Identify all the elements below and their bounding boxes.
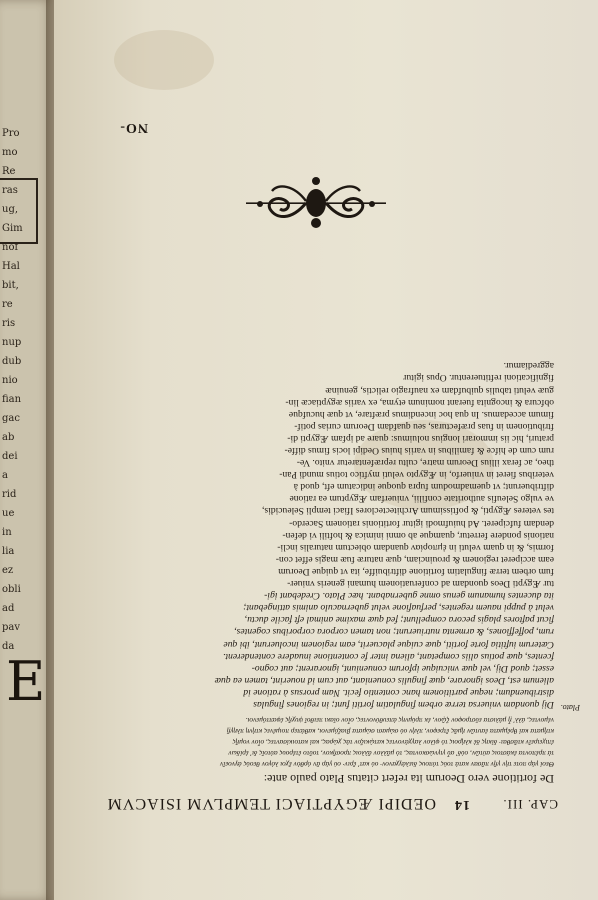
left-page-fragment: E xyxy=(6,650,46,713)
left-page-fragment: ab xyxy=(2,432,15,443)
lead-line: De fortitione vero Deorum ita refert citatus Plato paulo ante: xyxy=(263,772,554,786)
left-page-fragment: dub xyxy=(2,356,22,367)
body-line: distribuendum; neque partitionem hanc contentio fecit. Nam prorsus à ratione id xyxy=(243,686,554,698)
left-page-fragment: fian xyxy=(2,394,22,405)
body-line: ficut paftores plagis pecora compellunt; fed quæ maxime animal eft facile ductu, xyxy=(244,614,554,626)
body-line: guæ veluti tabulis quibufdam ex naufragio relictis, genuinæ xyxy=(325,384,554,396)
body-line: fimum accedamus. In qua hoc incendimus præftare, vt quæ hucufque xyxy=(288,408,554,420)
left-page-fragment: lia xyxy=(2,546,15,557)
left-page-fragment: ras xyxy=(2,185,18,196)
ornament-center xyxy=(306,189,326,217)
body-line: diftribuerunt; vt quemadmodum fupra quoque indicatum eft, quod à xyxy=(293,481,554,493)
body-line: praturi, hic iis immorari longius noluimus: quare ad ipfam Ægypti di- xyxy=(287,432,554,444)
left-page-fragment: ez xyxy=(2,565,14,576)
greek-gloss-line: Θεοὶ γάρ ποτε τὴν γῆν πᾶσαν κατὰ τοὺς τόπους διελάγχανον· οὐ κατ' ἔριν· οὐ γὰρ ἂν ὀρθὸν ἔχοι λόγον θεοὺς ἀγνοεῖν xyxy=(219,760,554,769)
body-line: ita ducentes humanum genus omne gubernabant. hæc Plato. Credebant igi- xyxy=(264,590,554,602)
body-line: esset; quod Dij, vel quæ vnicuique ipforum conueniunt, ignorarent; aut cogno- xyxy=(251,662,554,674)
greek-gloss-line: νέμοντες, ἀλλ' ᾗ μάλιστα εὔστροφον ζῷον, ἐκ πρύμνης ἀπευθύνοντες, οἷον οἴακι πειθοῖ ψυχῆς ἐφαπτόμενοι. xyxy=(245,716,554,725)
left-page-fragment: ug, xyxy=(2,204,19,215)
body-line: rum, poffeffiones, & armenta nutriuerunt; non tamen corpora corporibus cogentes, xyxy=(234,626,554,638)
body-line: formis, & in quam veluti in ἐμπορίαν quandam obiectum naturalis incli- xyxy=(277,541,554,553)
body-line: nationis pondere ferretur, quamque ab omni inimica & hoftili vi defen- xyxy=(282,529,554,541)
left-page-fragment: mo xyxy=(2,147,18,158)
greek-quotation xyxy=(104,715,554,770)
body-line: fum orbem terræ fingulatim fortitione diftribuiffe, ita vt quique Deorum xyxy=(278,565,554,577)
body-line: ftributionem in fuas præfecturas, seu quafdam Deorum curias potif- xyxy=(294,420,554,432)
body-line: Dij quondam vniuersa terræ orbem fingulatim fortiti funt; in regiones fingulas xyxy=(253,699,554,710)
body-line: alienum est, Deos ignorare, quæ fingulis conueniant, aut cum id nouerint, tamen ea quæ xyxy=(214,674,554,686)
left-page-fragment: Re xyxy=(2,166,16,177)
catchword: NO- xyxy=(119,120,148,135)
left-page-fragment: Hal xyxy=(2,261,20,272)
left-page-fragment: nio xyxy=(2,375,18,386)
document-page xyxy=(54,0,598,900)
greek-gloss-line: τὰ πρέποντα ἑκάστοις αὐτῶν, οὐδ' αὖ γιγνώσκοντας, τὸ μᾶλλον ἄλλοις προσῆκον, τοῦτο ἑτέρους αὐτοῖς δι' ἐρίδων xyxy=(228,749,554,758)
left-page-fragment: ue xyxy=(2,508,15,519)
left-page-fragment: gac xyxy=(2,413,20,424)
body-line: fcentes, quæ potius aliis competant, aliena inter fe contentione inuadere contenderent. xyxy=(222,650,554,662)
left-page-fragment: pav xyxy=(2,622,21,633)
body-line: Cæterum iuftitia forte fortiti, quæ cuique placuerit, eam regionem incoluerunt, ibi que xyxy=(223,638,554,650)
body-line: theo, ac ferax illius Deorum matre, cultu repræfentaretur vnito. Ve- xyxy=(296,457,554,469)
body-line: ve vulgo Seleufis authoritate confilii, vniuerfam Ægyptum ea ratione xyxy=(289,493,554,505)
body-line: tur Ægypti Deos quondam ad conferuationem humani generis vniuer- xyxy=(287,578,554,590)
greek-gloss-line: κτήματα καὶ θρέμματα ἑαυτῶν ἡμᾶς ἔτρεφον, πλὴν οὐ σώμασι σώματα βιαζόμενοι, καθάπερ ποιμένες κτήνη πληγῇ xyxy=(226,727,554,736)
left-page-fragment: re xyxy=(2,299,13,310)
margin-note: Plato. xyxy=(560,703,580,712)
body-line: dendam fufciperet. Ad huiufmodi igitur fortitionis rationem Sacerdo- xyxy=(289,517,554,529)
left-page-fragment: a xyxy=(2,470,8,481)
body-line: eam acciperet regionem & prouinciam, quæ naturæ fuæ magis effet con- xyxy=(275,553,554,565)
page-number: 14 xyxy=(454,797,470,812)
upside-down-page-content xyxy=(54,0,598,900)
chapter-label: CAP. III. xyxy=(502,797,558,812)
decorative-ornament xyxy=(246,175,386,231)
body-text xyxy=(98,359,554,710)
running-header xyxy=(94,790,558,812)
left-page-fragment: nof xyxy=(2,242,19,253)
left-page-fragment: ad xyxy=(2,603,15,614)
left-page-fragment: dei xyxy=(2,451,18,462)
body-line: fignificationi reftituerentur. Opus igitur xyxy=(403,372,554,384)
left-page-fragment: rid xyxy=(2,489,17,500)
body-line: aggredíamur. xyxy=(503,360,554,372)
left-page-fragment: bit, xyxy=(2,280,19,291)
body-line: obfcura & incognita fuerant nominum etyma, ex variis ægyptiacæ lin- xyxy=(285,396,554,408)
left-page-fragment: da xyxy=(2,641,15,652)
left-page-fragment: obli xyxy=(2,584,21,595)
body-line: tes veteres Ægypti, & poftissimum Architecteclores Ifiaci templi Seleucidis, xyxy=(261,505,554,517)
body-line: velut à puppi nauem regentes, perfuafione velut gubernaculo animis attingebant; xyxy=(243,602,554,614)
body-line: rum cum de hifce & familibus in variis huius Oedipi locis fimus diffe- xyxy=(284,445,554,457)
body-line: veteribus fieret in vniuerfo, in Ægypto veluti myftico totius mundi Pan- xyxy=(279,469,554,481)
left-page-fragment: ris xyxy=(2,318,16,329)
greek-gloss-line: ἐπιχειρεῖν κτᾶσθαι· δίκης δὲ κλήροις τὸ φίλον λαγχάνοντες κατῴκιζον τὰς χώρας, καὶ κατοικίσαντες, οἷον νομῆς xyxy=(232,738,554,747)
left-page-fragment: in xyxy=(2,527,12,538)
left-page-fragment: Gim xyxy=(2,223,23,234)
left-page-fragment: nup xyxy=(2,337,22,348)
running-title: OEDIPI ÆGYPTIACI TEMPLVM ISIACVM xyxy=(106,795,436,812)
left-page-fragment: Pro xyxy=(2,128,20,139)
